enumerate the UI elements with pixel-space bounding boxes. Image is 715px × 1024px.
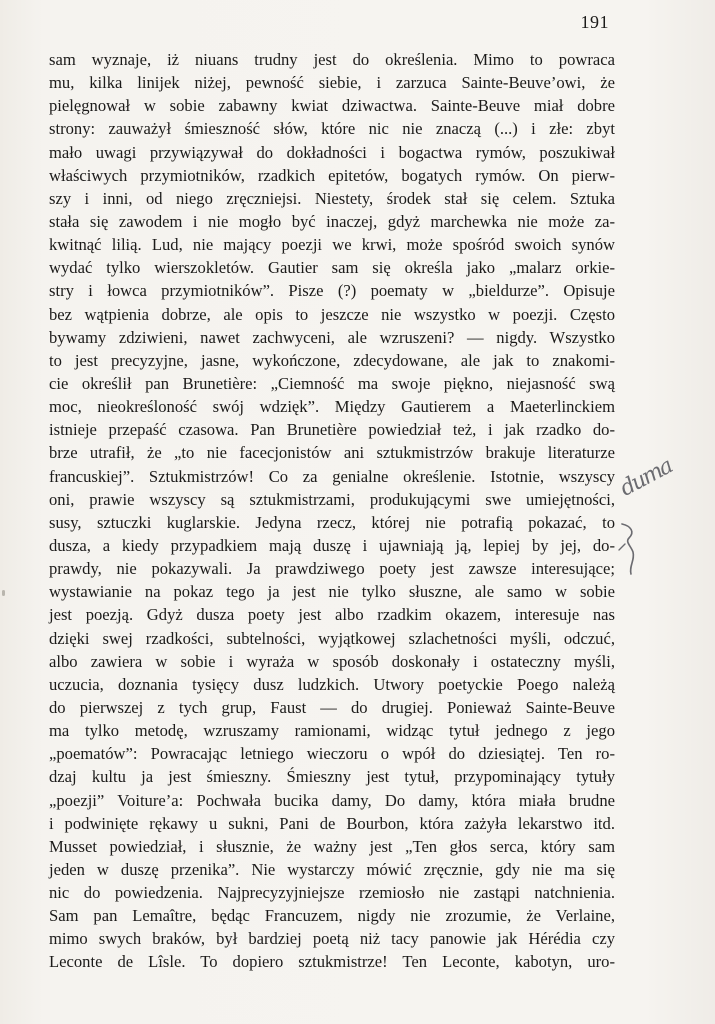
- text-line: dusza, a kiedy przypadkiem mają duszę i ujawniają ją, lepiej by jej, do-: [49, 535, 615, 555]
- text-line: jest poezją. Gdyż dusza poety jest albo rzadkim okazem, interesuje nas: [49, 605, 615, 625]
- text-line: mimo swych braków, był bardziej poetą niż tacy panowie jak Hérédia czy: [49, 929, 615, 949]
- text-line: oni, prawie wszyscy są sztukmistrzami, produkującymi swe umiejętności,: [49, 489, 615, 509]
- margin-note: duma: [616, 454, 676, 502]
- text-line: mu, kilka linijek niżej, pewność siebie, i zarzuca Sainte-Beuve’owi, że: [49, 73, 615, 93]
- text-line: cie określił pan Brunetière: „Ciemność ma swoje piękno, niejasność swą: [49, 373, 615, 393]
- text-line: wydać tylko wierszokletów. Gautier sam się określa jako „malarz orkie-: [49, 258, 615, 278]
- text-line: strony: zauważył śmieszność słów, które nic nie znaczą (...) i złe: zbyt: [49, 119, 615, 139]
- text-line: francuskiej”. Sztukmistrzów! Co za genialne określenie. Istotnie, wszyscy: [49, 466, 615, 486]
- text-line: szy i inni, od niego zręczniejsi. Niestety, środek stał się celem. Sztuka: [49, 188, 615, 208]
- text-line: i podwinięte rękawy u sukni, Pani de Bourbon, która zażyła lekarstwo itd.: [49, 813, 615, 833]
- text-line: mało uwagi przywiązywał do dokładności i bogactwa rymów, poszukiwał: [49, 142, 615, 162]
- text-line: albo zawiera w sobie i wyraża w sposób doskonały i ostateczny myśli,: [49, 651, 615, 671]
- text-line: kwitnąć lilią. Lud, nie mający poezji we krwi, może spośród swoich synów: [49, 235, 615, 255]
- text-line: Musset powiedział, i słusznie, że ważny jest „Ten głos serca, który sam: [49, 836, 615, 856]
- text-line: uczucia, doznania tysięcy dusz ludzkich. Utwory poetyckie Poego należą: [49, 674, 615, 694]
- text-line: stała się zawodem i nie mogło być inaczej, gdyż marchewka nie może za-: [49, 211, 615, 231]
- text-line: właściwych przymiotników, rzadkich epitetów, bogatych rymów. On pierw-: [49, 165, 615, 185]
- body-text: [49, 48, 615, 974]
- text-line: wystawianie na pokaz tego ja jest nie tylko słuszne, ale samo w sobie: [49, 582, 615, 602]
- text-line: nic do powiedzenia. Najprecyzyjniejsze rzemiosło nie zastąpi natchnienia.: [49, 883, 615, 903]
- text-line: pielęgnował w sobie zabawny kwiat dziwactwa. Sainte-Beuve miał dobre: [49, 96, 615, 116]
- text-line: jeden w duszę przenika”. Nie wystarczy mówić zręcznie, gdy nie ma się: [49, 859, 615, 879]
- text-line: bez wątpienia dobrze, ale opis to jeszcze nie wszystko w poezji. Często: [49, 304, 615, 324]
- text-line: ma tylko metodę, wzruszamy ramionami, widząc tytuł jednego z jego: [49, 721, 615, 741]
- text-line: do pierwszej z tych grup, Faust — do drugiej. Ponieważ Sainte-Beuve: [49, 697, 615, 717]
- text-line: brze utrafił, że „to nie facecjonistów ani sztukmistrzów brakuje literaturze: [49, 443, 615, 463]
- text-line: sam wyznaje, iż niuans trudny jest do określenia. Mimo to powraca: [49, 50, 615, 69]
- text-line: bywamy zdziwieni, nawet zachwyceni, ale wzruszeni? — nigdy. Wszystko: [49, 327, 615, 347]
- text-line: susy, sztuczki kuglarskie. Jedyna rzecz, której nie potrafią pokazać, to: [49, 512, 615, 532]
- text-line: moc, nieokreśloność swój wdzięk”. Między Gautierem a Maeterlinckiem: [49, 397, 615, 417]
- text-line: istnieje przepaść czasowa. Pan Brunetière powiedział też, i jak rzadko do-: [49, 420, 615, 440]
- text-line: „poezji” Voiture’a: Pochwała bucika damy, Do damy, która miała brudne: [49, 790, 615, 810]
- page-speck: [2, 590, 5, 596]
- text-line: prawdy, nie pokazywali. Ja prawdziwego poety jest zawsze interesujące;: [49, 559, 615, 579]
- text-line: dzaj kultu ja jest śmieszny. Śmieszny jest tytuł, przypominający tytuły: [49, 767, 615, 787]
- text-line: to jest precyzyjne, jasne, wykończone, zdecydowane, ale jak to znakomi-: [49, 350, 615, 370]
- text-line: Sam pan Lemaître, będąc Francuzem, nigdy nie zrozumie, że Verlaine,: [49, 906, 615, 926]
- page-number: 191: [580, 12, 609, 32]
- text-line: stry i łowca przymiotników”. Pisze (?) poematy w „bieldurze”. Opisuje: [49, 281, 615, 301]
- margin-bracket-icon: [617, 520, 643, 580]
- text-line: dzięki swej rzadkości, subtelności, wyjątkowej szlachetności myśli, odczuć,: [49, 628, 615, 648]
- text-line: Leconte de Lîsle. To dopiero sztukmistrze! Ten Leconte, kabotyn, uro-: [49, 952, 615, 972]
- text-line: „poematów”: Powracając letniego wieczoru o wpół do dziesiątej. Ten ro-: [49, 744, 615, 764]
